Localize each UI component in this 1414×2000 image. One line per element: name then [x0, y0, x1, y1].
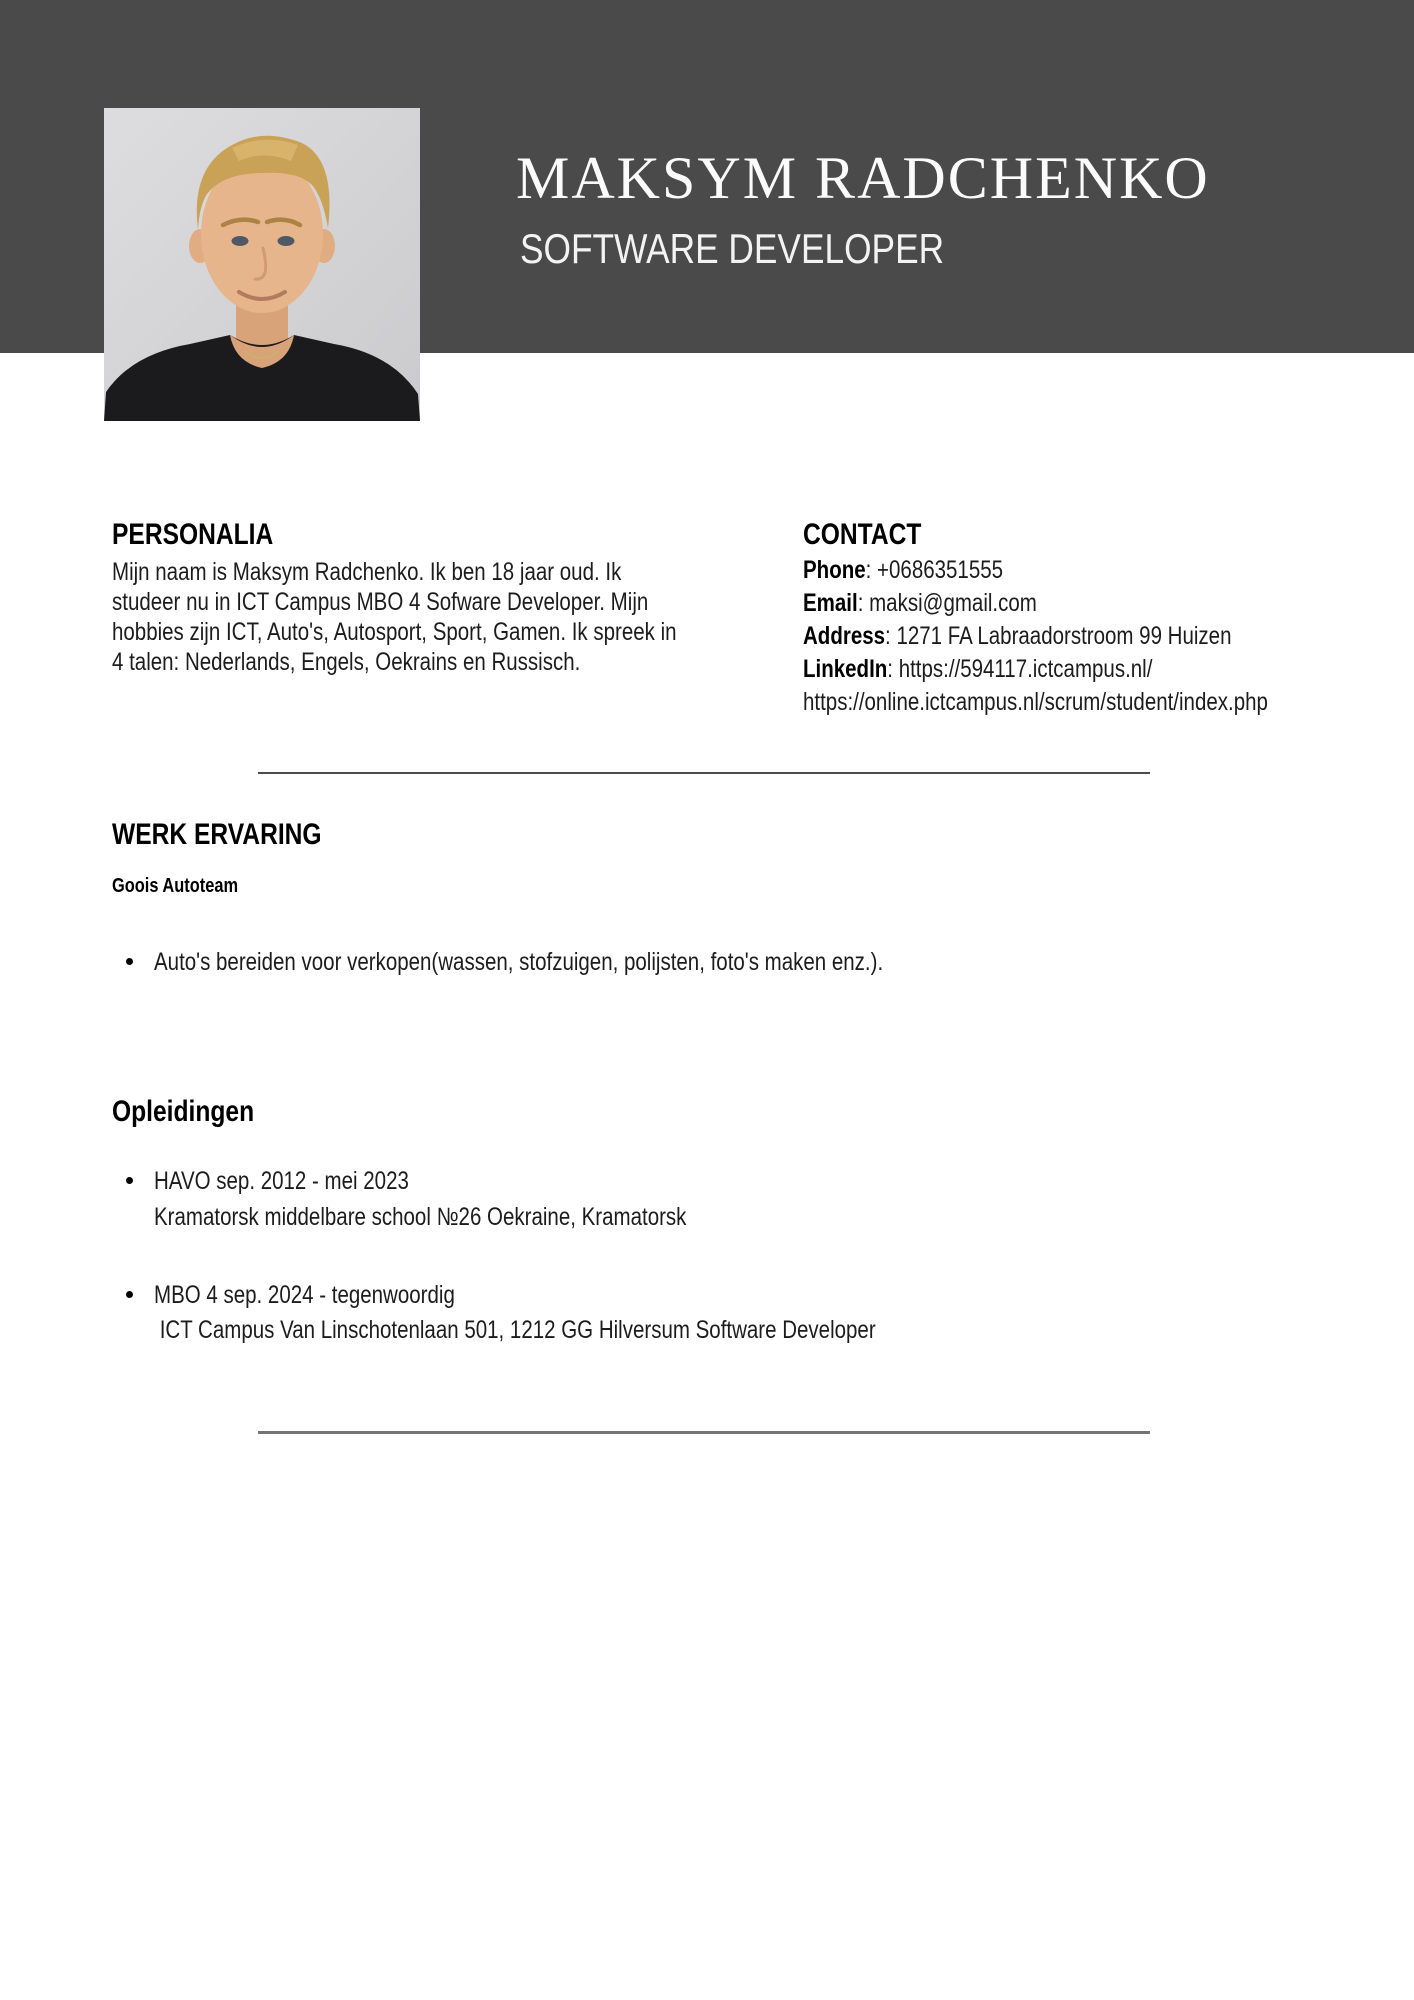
education-entry-detail: ICT Campus Van Linschotenlaan 501, 1212 GG Hilversum Software Developer [154, 1316, 876, 1344]
section-divider-top [258, 772, 1150, 774]
section-personalia [112, 520, 800, 677]
separator: : [857, 589, 870, 617]
contact-extra-url: https://online.ictcampus.nl/scrum/student/index.php [803, 688, 1268, 716]
separator: : [887, 655, 899, 683]
education-entry-title: HAVO sep. 2012 - mei 2023 [112, 1166, 465, 1196]
personalia-line: 4 talen: Nederlands, Engels, Oekrains en Russisch. [112, 648, 581, 676]
werk-bullet-item: Auto's bereiden voor verkopen(wassen, stofzuigen, polijsten, foto's maken enz.). [112, 947, 1043, 977]
personalia-line: studeer nu in ICT Campus MBO 4 Sofware Developer. Mijn [112, 588, 649, 616]
linkedin-value: https://594117.ictcampus.nl/ [898, 655, 1153, 683]
werk-ervaring-heading: WERK ERVARING [112, 818, 322, 851]
contact-row-address: Address: 1271 FA Labraadorstroom 99 Huizen [803, 622, 1232, 650]
contact-list [803, 554, 1370, 719]
separator: : [885, 622, 897, 650]
bullet-icon [126, 958, 133, 965]
email-value: maksi@gmail.com [869, 589, 1037, 617]
opleidingen-heading: Opleidingen [112, 1095, 255, 1128]
bullet-icon [126, 1177, 133, 1184]
profile-photo [104, 108, 420, 421]
address-value: 1271 FA Labraadorstroom 99 Huizen [896, 622, 1232, 650]
employer-name: Goois Autoteam [112, 875, 239, 897]
section-contact [803, 520, 1370, 719]
section-divider-bottom [258, 1431, 1150, 1434]
contact-heading: CONTACT [803, 518, 922, 551]
phone-value: +0686351555 [877, 556, 1004, 584]
contact-row-phone: Phone: +0686351555 [803, 556, 1004, 584]
education-entry-detail: Kramatorsk middelbare school №26 Oekraine, Kramatorsk [154, 1203, 687, 1231]
role-text: SOFTWARE DEVELOPER [520, 225, 945, 272]
personalia-heading: PERSONALIA [112, 518, 274, 551]
education-entry-title: MBO 4 sep. 2024 - tegenwoordig [112, 1280, 521, 1310]
profile-photo-illustration [104, 108, 420, 421]
page-subtitle-role [520, 225, 1025, 272]
personalia-text [112, 557, 800, 677]
contact-row-linkedin: LinkedIn: https://594117.ictcampus.nl/ [803, 655, 1153, 683]
page-title-name: MAKSYM RADCHENKO [516, 145, 1210, 211]
separator: : [865, 556, 878, 584]
contact-row-email: Email: maksi@gmail.com [803, 589, 1037, 617]
personalia-line: Mijn naam is Maksym Radchenko. Ik ben 18 jaar oud. Ik [112, 558, 622, 586]
personalia-line: hobbies zijn ICT, Auto's, Autosport, Sport, Gamen. Ik spreek in [112, 618, 677, 646]
bullet-icon [126, 1291, 133, 1298]
